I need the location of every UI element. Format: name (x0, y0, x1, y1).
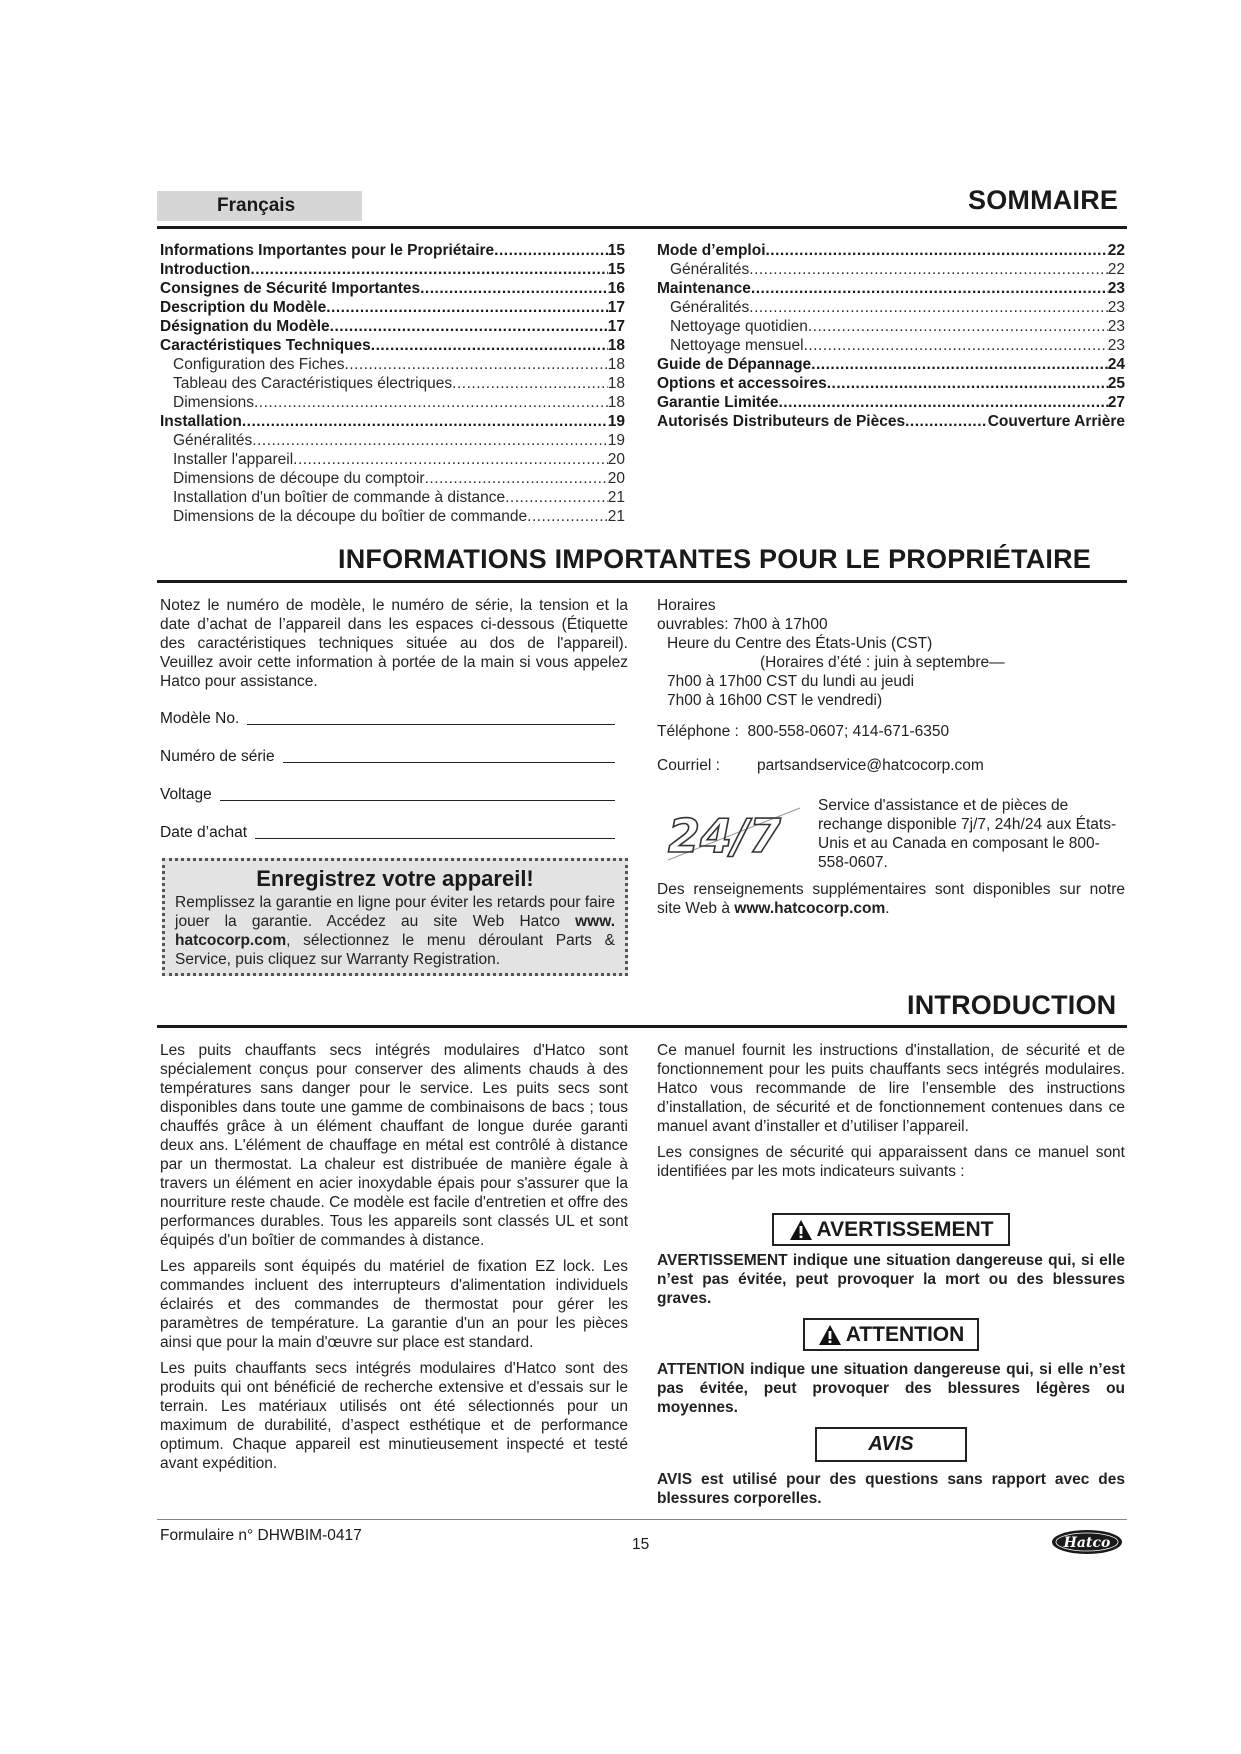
summer-weekdays: 7h00 à 17h00 CST du lundi au jeudi (667, 673, 915, 690)
field-voltage[interactable] (160, 782, 615, 804)
toc-leader-dots (811, 355, 1108, 374)
owner-fields (160, 706, 615, 842)
toc-entry[interactable] (160, 317, 625, 336)
hours-line: ouvrables: 7h00 à 17h00 (657, 616, 828, 633)
email-address[interactable]: partsandservice@hatcocorp.com (757, 757, 984, 774)
logo-247-icon (660, 804, 810, 864)
toc-entry-page: 18 (607, 394, 625, 411)
introduction-rule (157, 1025, 1127, 1028)
toc-entry-page: 18 (607, 356, 625, 373)
intro-right-para-2: Les consignes de sécurité qui apparaissent dans ce manuel sont identifiées par les mots indicateurs suivants : (657, 1144, 1125, 1180)
toc-entry-page: 20 (607, 451, 625, 468)
toc-leader-dots (371, 336, 608, 355)
toc-left (160, 241, 625, 526)
page-number: 15 (632, 1536, 650, 1553)
toc-right (657, 241, 1125, 431)
email-label: Courriel : (657, 757, 720, 774)
website-link[interactable]: www.hatcocorp.com (734, 900, 886, 917)
toc-entry[interactable] (160, 488, 625, 507)
toc-entry-label: Options et accessoires (657, 375, 827, 392)
hatco-logo-text: Hatco (1063, 1535, 1111, 1551)
notice-text: AVIS est utilisé pour des questions sans rapport avec des blessures corporelles. (657, 1471, 1125, 1507)
toc-entry-page: 24 (1107, 356, 1125, 373)
toc-leader-dots (905, 412, 988, 431)
intro-left-para-3: Les puits chauffants secs intégrés modulaires d'Hatco sont des produits qui ont bénéficié de recherche extensive et d'essais sur le terrain. Les matériaux utilisés ont été sélectionnés pour un maximum de durabilité, d’aspect esthétique et de performance optimum. Chaque appareil est minutieusement inspecté et testé avant expédition. (160, 1360, 628, 1472)
toc-entry-label: Tableau des Caractéristiques électriques (173, 375, 453, 392)
toc-entry-label: Dimensions de découpe du comptoir (173, 470, 425, 487)
toc-entry-label: Dimensions (173, 394, 254, 411)
toc-entry[interactable] (160, 298, 625, 317)
toc-entry[interactable] (160, 393, 625, 412)
field-label: Date d’achat (160, 824, 248, 841)
toc-entry-label: Mode d’emploi (657, 242, 766, 259)
toc-entry-page: 21 (607, 508, 625, 525)
email-row (657, 756, 1125, 775)
toc-entry[interactable] (160, 507, 625, 526)
notice-label: AVIS (815, 1427, 967, 1462)
toc-entry[interactable] (657, 241, 1125, 260)
toc-leader-dots (452, 374, 608, 393)
toc-entry-label: Généralités (173, 432, 253, 449)
toc-leader-dots (766, 241, 1108, 260)
toc-leader-dots (344, 355, 607, 374)
hours-label: Horaires (657, 597, 716, 614)
toc-entry[interactable] (657, 260, 1125, 279)
field-serial[interactable] (160, 744, 615, 766)
intro-right (657, 1041, 1125, 1181)
toc-entry[interactable] (657, 355, 1125, 374)
language-tab: Français (157, 191, 362, 221)
intro-right-para-1: Ce manuel fournit les instructions d'installation, de sécurité et de fonctionnement pour les puits chauffants secs intégrés modulaires. Hatco vous recommande de lire l’ensemble des instructions d’installation, de sécurité et de fonctionnement contenues dans ce manuel avant d’installer et d’utiliser l’appareil. (657, 1042, 1125, 1135)
caution-text: ATTENTION indique une situation dangereuse qui, si elle n’est pas évitée, peut provoquer des blessures légères ou moyennes. (657, 1361, 1125, 1416)
toc-entry-page: 27 (1107, 394, 1125, 411)
toc-entry-page: 23 (1107, 318, 1125, 335)
field-label: Modèle No. (160, 710, 240, 727)
toc-entry-label: Installer l'appareil (173, 451, 294, 468)
toc-leader-dots (252, 431, 607, 450)
toc-entry-page: 22 (1107, 242, 1125, 259)
hatco-logo (1050, 1527, 1124, 1557)
intro-left-para-1: Les puits chauffants secs intégrés modulaires d'Hatco sont spécialement conçus pour conserver des aliments chauds à des températures sans danger pour le service. Les puits secs sont disponibles dans toute une gamme de combinaisons de bacs ; tous chauffés grâce à un élément chauffant de longue durée garanti deux ans. L'élément de chauffage en métal est contrôlé à distance par un thermostat. La chaleur est distribuée de manière égale à travers un élément en acier inoxydable épais pour s'assurer que la nourriture reste chaude. Ce modèle est facile d'entretien et offre des performances durables. Tous les appareils sont classés UL et sont équipés d'un boîtier de commandes à distance. (160, 1042, 628, 1249)
toc-entry-label: Dimensions de la découpe du boîtier de commande (173, 508, 528, 525)
toc-entry-page: 15 (607, 242, 625, 259)
warning-label: AVERTISSEMENT (772, 1213, 1010, 1246)
contact-block (657, 596, 1125, 775)
header-rule (157, 226, 1127, 229)
toc-entry[interactable] (160, 279, 625, 298)
toc-entry-page: 18 (607, 375, 625, 392)
toc-entry-page: 16 (607, 280, 625, 297)
summer-friday: 7h00 à 16h00 CST le vendredi) (667, 692, 883, 709)
toc-entry-page: 20 (607, 470, 625, 487)
toc-leader-dots (254, 393, 608, 412)
owner-intro: Notez le numéro de modèle, le numéro de série, la tension et la date d’achat de l’appareil dans les espaces ci-dessous (Étiquette des caractéristiques techniques située au dos de l'appareil). Veuillez avoir cette information à portée de la main si vous appelez Hatco pour assistance. (160, 597, 628, 690)
toc-leader-dots (330, 317, 608, 336)
toc-entry-label: Autorisés Distributeurs de Pièces (657, 413, 906, 430)
toc-entry-label: Consignes de Sécurité Importantes (160, 280, 421, 297)
toc-entry-label: Description du Modèle (160, 299, 327, 316)
toc-leader-dots (749, 298, 1107, 317)
toc-entry-label: Généralités (670, 299, 750, 316)
intro-left-para-2: Les appareils sont équipés du matériel de fixation EZ lock. Les commandes incluent des interrupteurs d'alimentation individuels éclairés et des commandes de thermostat pour gérer les paramètres de température. La garantie d'un an pour les pièces ainsi que pour la main d'œuvre sur place est standard. (160, 1258, 628, 1351)
toc-entry-label: Configuration des Fiches (173, 356, 345, 373)
register-text: Remplissez la garantie en ligne pour éviter les retards pour faire jouer la garantie. Accédez au site Web Hatco www. hatcocorp.com, sélectionnez le menu déroulant Parts & Service, puis cliquez sur Warranty Registration. (175, 894, 615, 968)
phone-label: Téléphone : (657, 723, 739, 740)
timezone: Heure du Centre des États-Unis (CST) (667, 635, 933, 652)
toc-entry[interactable] (657, 374, 1125, 393)
logo-247-text: 24/7 (668, 809, 781, 863)
hatco-logo-icon (1050, 1527, 1124, 1557)
toc-entry[interactable] (160, 431, 625, 450)
toc-entry-page: 17 (607, 318, 625, 335)
toc-entry[interactable] (160, 469, 625, 488)
toc-entry[interactable] (160, 241, 625, 260)
toc-entry-page: 25 (1107, 375, 1125, 392)
toc-entry-label: Installation (160, 413, 242, 430)
toc-entry[interactable] (160, 412, 625, 431)
toc-entry-label: Informations Importantes pour le Propriétaire (160, 242, 495, 259)
toc-leader-dots (326, 298, 608, 317)
toc-leader-dots (804, 336, 1108, 355)
footer-rule (157, 1519, 1127, 1520)
introduction-title: INTRODUCTION (907, 990, 1117, 1020)
summer-hours: (Horaires d’été : juin à septembre— (760, 654, 1005, 671)
toc-entry-page: 23 (1107, 337, 1125, 354)
toc-entry-label: Guide de Dépannage (657, 356, 812, 373)
toc-leader-dots (749, 260, 1107, 279)
register-link[interactable]: www. hatcocorp.com (175, 913, 615, 949)
toc-entry-label: Caractéristiques Techniques (160, 337, 371, 354)
toc-entry-label: Maintenance (657, 280, 751, 297)
toc-entry-page: 23 (1107, 280, 1125, 297)
form-number: Formulaire n° DHWBIM-0417 (160, 1527, 362, 1544)
toc-leader-dots (494, 241, 608, 260)
toc-entry[interactable] (657, 279, 1125, 298)
toc-entry[interactable] (657, 298, 1125, 317)
toc-entry-label: Généralités (670, 261, 750, 278)
phone-number: 800-558-0607; 414-671-6350 (747, 723, 950, 740)
toc-entry-page: 18 (607, 337, 625, 354)
field-model[interactable] (160, 706, 615, 728)
toc-leader-dots (425, 469, 608, 488)
toc-leader-dots (827, 374, 1108, 393)
toc-title: SOMMAIRE (968, 185, 1119, 215)
toc-entry[interactable] (657, 412, 1125, 431)
register-title: Enregistrez votre appareil! (256, 866, 534, 891)
toc-entry-label: Introduction (160, 261, 251, 278)
toc-entry[interactable] (160, 374, 625, 393)
toc-leader-dots (420, 279, 608, 298)
toc-entry[interactable] (657, 336, 1125, 355)
toc-entry[interactable] (160, 336, 625, 355)
phone-row (657, 722, 1125, 741)
toc-entry-page: 19 (607, 413, 625, 430)
toc-entry-page: 15 (607, 261, 625, 278)
caution-label: ATTENTION (803, 1318, 979, 1351)
field-purchase-date[interactable] (160, 820, 615, 842)
toc-entry-label: Garantie Limitée (657, 394, 779, 411)
toc-entry[interactable] (657, 393, 1125, 412)
toc-leader-dots (505, 488, 608, 507)
toc-entry-page: 21 (607, 489, 625, 506)
toc-leader-dots (242, 412, 608, 431)
warning-triangle-icon (789, 1219, 813, 1241)
toc-leader-dots (250, 260, 607, 279)
toc-leader-dots (778, 393, 1107, 412)
toc-entry-label: Nettoyage mensuel (670, 337, 804, 354)
toc-entry-label: Nettoyage quotidien (670, 318, 808, 335)
toc-entry[interactable] (160, 260, 625, 279)
toc-entry-label: Installation d'un boîtier de commande à distance (173, 489, 506, 506)
toc-entry-page: 17 (607, 299, 625, 316)
logo-247 (660, 804, 810, 864)
toc-entry-label: Désignation du Modèle (160, 318, 330, 335)
toc-entry-page: 23 (1107, 299, 1125, 316)
warning-text: AVERTISSEMENT indique une situation dangereuse qui, si elle n’est pas évitée, peut provoquer la mort ou des blessures graves. (657, 1252, 1125, 1307)
more-info: Des renseignements supplémentaires sont disponibles sur notre site Web à www.hatcocorp.com. (657, 881, 1125, 917)
toc-leader-dots (808, 317, 1108, 336)
service-text: Service d'assistance et de pièces de rechange disponible 7j/7, 24h/24 aux États-Unis et au Canada en composant le 800-558-0607. (818, 797, 1117, 871)
owner-info-title: INFORMATIONS IMPORTANTES POUR LE PROPRIÉTAIRE (338, 544, 1092, 574)
toc-entry[interactable] (160, 450, 625, 469)
toc-entry-page: 22 (1107, 261, 1125, 278)
toc-leader-dots (293, 450, 608, 469)
owner-info-rule (157, 580, 1127, 583)
toc-entry-page: Couverture Arrière (987, 413, 1125, 430)
toc-entry[interactable] (657, 317, 1125, 336)
toc-leader-dots (527, 507, 608, 526)
toc-entry[interactable] (160, 355, 625, 374)
field-label: Numéro de série (160, 748, 275, 765)
toc-entry-page: 19 (607, 432, 625, 449)
register-box (162, 858, 628, 976)
toc-leader-dots (751, 279, 1108, 298)
caution-triangle-icon (818, 1324, 842, 1346)
field-label: Voltage (160, 786, 212, 803)
intro-left (160, 1041, 628, 1473)
